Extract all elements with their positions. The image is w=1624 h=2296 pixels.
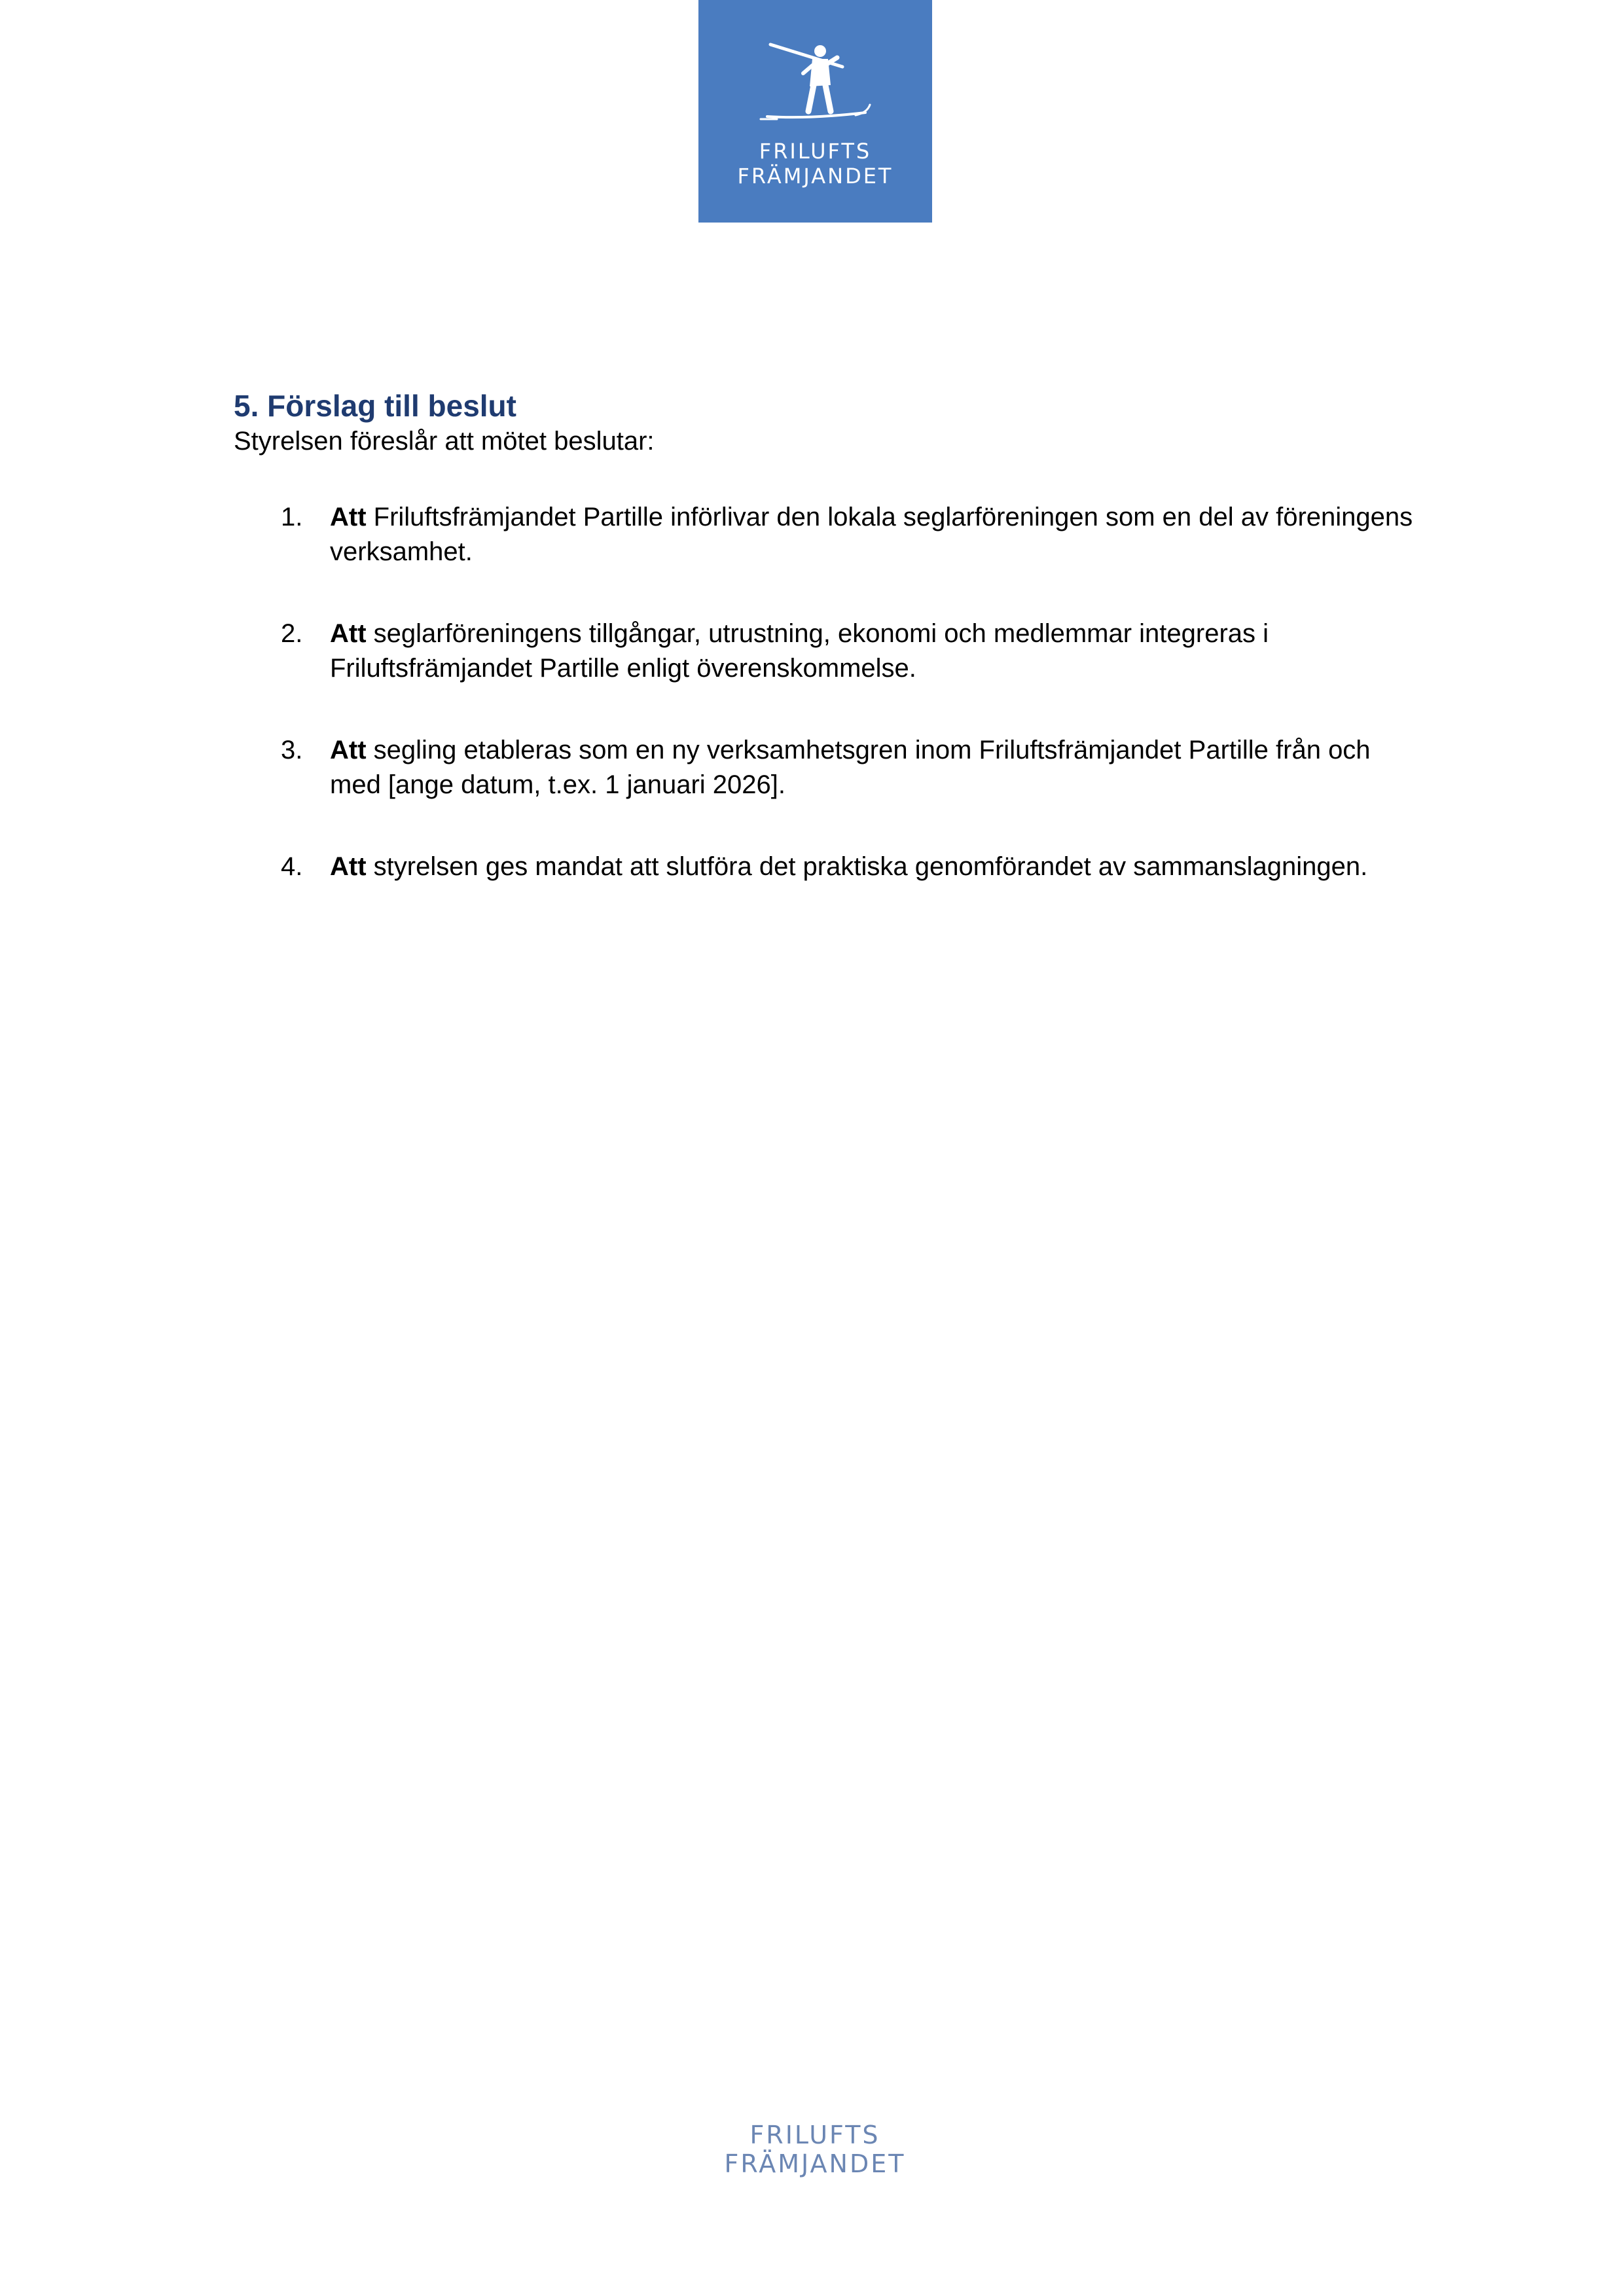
header-logo <box>698 0 932 223</box>
footer-brand-line2: FRÄMJANDET <box>724 2149 906 2178</box>
proposal-text: segling etableras som en ny verksamhetsgren inom Friluftsfrämjandet Partille från och med [ange datum, t.ex. 1 januari 2026]. <box>330 736 1371 799</box>
footer-brand-line1: FRILUFTS <box>749 2121 880 2149</box>
proposal-lead: Att <box>330 619 367 648</box>
proposal-number: 2. <box>281 619 303 648</box>
proposal-lead: Att <box>330 736 367 764</box>
proposal-number: 3. <box>281 736 303 764</box>
section-intro: Styrelsen föreslår att mötet beslutar: <box>234 427 655 456</box>
proposal-number: 4. <box>281 852 303 881</box>
logo-brand-line2: FRÄMJANDET <box>737 164 893 188</box>
logo-brand-line1: FRILUFTS <box>759 139 872 164</box>
skier-icon <box>757 39 875 128</box>
proposal-text: Friluftsfrämjandet Partille införlivar den lokala seglarföreningen som en del av föreningens verksamhet. <box>330 503 1413 566</box>
proposal-lead: Att <box>330 503 367 531</box>
proposal-text: styrelsen ges mandat att slutföra det praktiska genomförandet av sammanslagningen. <box>366 852 1368 881</box>
proposal-text: seglarföreningens tillgångar, utrustning, ekonomi och medlemmar integreras i Friluftsfrämjandet Partille enligt överenskommelse. <box>330 619 1269 683</box>
proposal-section <box>234 387 1413 881</box>
proposal-number: 1. <box>281 503 303 531</box>
proposal-lead: Att <box>330 852 367 881</box>
footer-logo <box>687 2121 943 2178</box>
section-heading: 5. Förslag till beslut <box>234 389 516 423</box>
